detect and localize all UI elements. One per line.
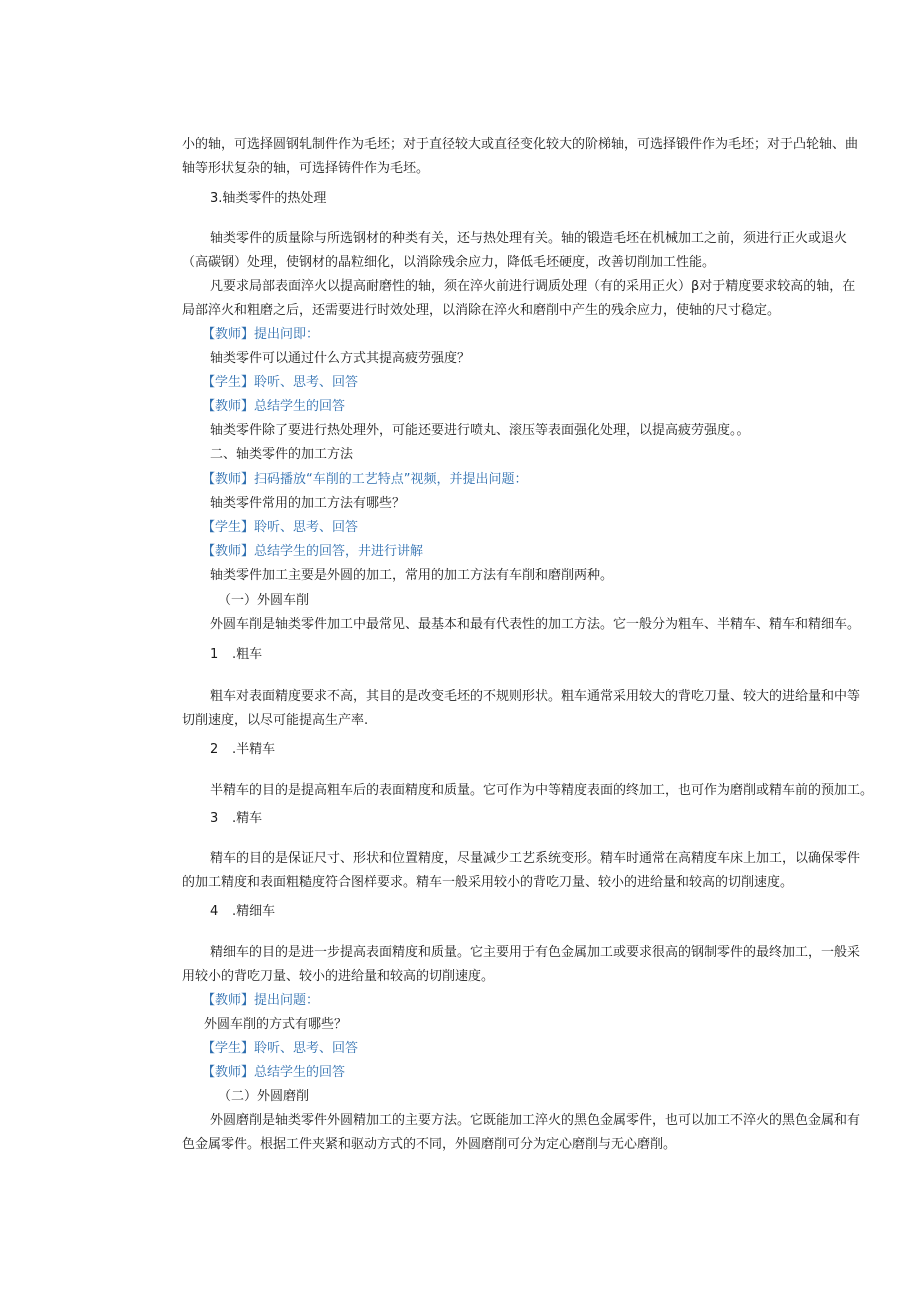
paragraph-line: 轴等形状复杂的轴，可选择铸件作为毛坯。	[182, 161, 430, 176]
item-number: 4	[210, 904, 219, 919]
item-number: 2	[210, 742, 219, 757]
paragraph-line: 半精车的目的是提高粗车后的表面精度和质量。它可作为中等精度表面的终加工，也可作为磨削或精车前的预加工。	[210, 783, 874, 798]
teacher-prompt: 【教师】提出问即：	[202, 327, 320, 342]
question-line: 轴类零件常用的加工方法有哪些？	[210, 496, 406, 511]
teacher-prompt: 【教师】总结学生的回答	[202, 1065, 346, 1080]
section-heading: 二、轴类零件的加工方法	[210, 447, 354, 462]
item-title: .精细车	[232, 904, 276, 919]
paragraph-line: 的加工精度和表面粗糙度符合图样要求。精车一般采用较小的背吃刀量、较小的进给量和较高的切削速度。	[182, 875, 794, 890]
question-line: 外圆车削的方式有哪些？	[204, 1017, 348, 1032]
student-prompt: 【学生】聆听、思考、回答	[202, 1041, 359, 1056]
paragraph-line: 用较小的背吃刀量、较小的进给量和较高的切削速度。	[182, 969, 495, 984]
paragraph-line: 轴类零件加工主要是外圆的加工，常用的加工方法有车削和磨削两种。	[210, 568, 614, 583]
paragraph-line: 粗车对表面精度要求不高，其目的是改变毛坯的不规则形状。粗车通常采用较大的背吃刀量、较大的进给量和中等	[210, 689, 861, 704]
section-heading: 3.轴类零件的热处理	[210, 191, 327, 206]
paragraph-line: 凡要求局部表面淬火以提高耐磨性的轴，须在淬火前进行调质处理（有的采用正火）β对于精度要求较高的轴，在	[210, 279, 856, 294]
teacher-prompt: 【教师】扫码播放“车削的工艺特点”视频，并提出问题：	[202, 472, 528, 487]
numbered-heading	[210, 810, 262, 828]
item-title: .精车	[232, 811, 263, 826]
subsection-heading: （二）外圆磨削	[218, 1089, 310, 1104]
paragraph-line: 精车的目的是保证尺寸、形状和位置精度，尽量减少工艺系统变形。精车时通常在高精度车床上加工，以确保零件	[210, 851, 861, 866]
item-number: 3	[210, 811, 219, 826]
paragraph-line: 精细车的目的是进一步提高表面精度和质量。它主要用于有色金属加工或要求很高的钢制零件的最终加工，一般采	[210, 945, 861, 960]
teacher-prompt: 【教师】提出问题：	[202, 993, 320, 1008]
paragraph-line: 色金属零件。根据工件夹紧和驱动方式的不同，外圆磨削可分为定心磨削与无心磨削。	[182, 1137, 677, 1152]
paragraph-line: 外圆磨削是轴类零件外圆精加工的主要方法。它既能加工淬火的黑色金属零件，也可以加工不淬火的黑色金属和有	[210, 1113, 861, 1128]
item-title: .粗车	[232, 647, 263, 662]
item-number: 1	[210, 647, 219, 662]
paragraph-line: 局部淬火和粗磨之后，还需要进行时效处理，以消除在淬火和磨削中产生的残余应力，使轴的尺寸稳定。	[182, 303, 781, 318]
paragraph-line: （高碳钢）处理，使钢材的晶粒细化，以消除残余应力，降低毛坯硬度，改善切削加工性能。	[182, 255, 716, 270]
paragraph-line: 切削速度，以尽可能提高生产率.	[182, 713, 369, 728]
paragraph-line: 小的轴，可选择圆钢轧制件作为毛坯；对于直径较大或直径变化较大的阶梯轴，可选择锻件作为毛坯；对于凸轮轴、曲	[182, 137, 859, 152]
student-prompt: 【学生】聆听、思考、回答	[202, 375, 359, 390]
paragraph-line: 外圆车削是轴类零件加工中最常见、最基本和最有代表性的加工方法。它一般分为粗车、半精车、精车和精细车。	[210, 617, 861, 632]
teacher-prompt: 【教师】总结学生的回答	[202, 399, 346, 414]
paragraph-line: 轴类零件的质量除与所选钢材的种类有关，还与热处理有关。轴的锻造毛坯在机械加工之前，须进行正火或退火	[210, 231, 848, 246]
numbered-heading	[210, 741, 275, 759]
paragraph-line: 轴类零件除了要进行热处理外，可能还要进行喷丸、滚压等表面强化处理，以提高疲劳强度。。	[210, 423, 750, 438]
numbered-heading	[210, 903, 275, 921]
item-title: .半精车	[232, 742, 276, 757]
question-line: 轴类零件可以通过什么方式其提高疲劳强度？	[210, 351, 471, 366]
subsection-heading: （一）外圆车削	[218, 593, 310, 608]
teacher-prompt: 【教师】总结学生的回答，井进行讲解	[202, 544, 424, 559]
student-prompt: 【学生】聆听、思考、回答	[202, 520, 359, 535]
numbered-heading	[210, 646, 262, 664]
